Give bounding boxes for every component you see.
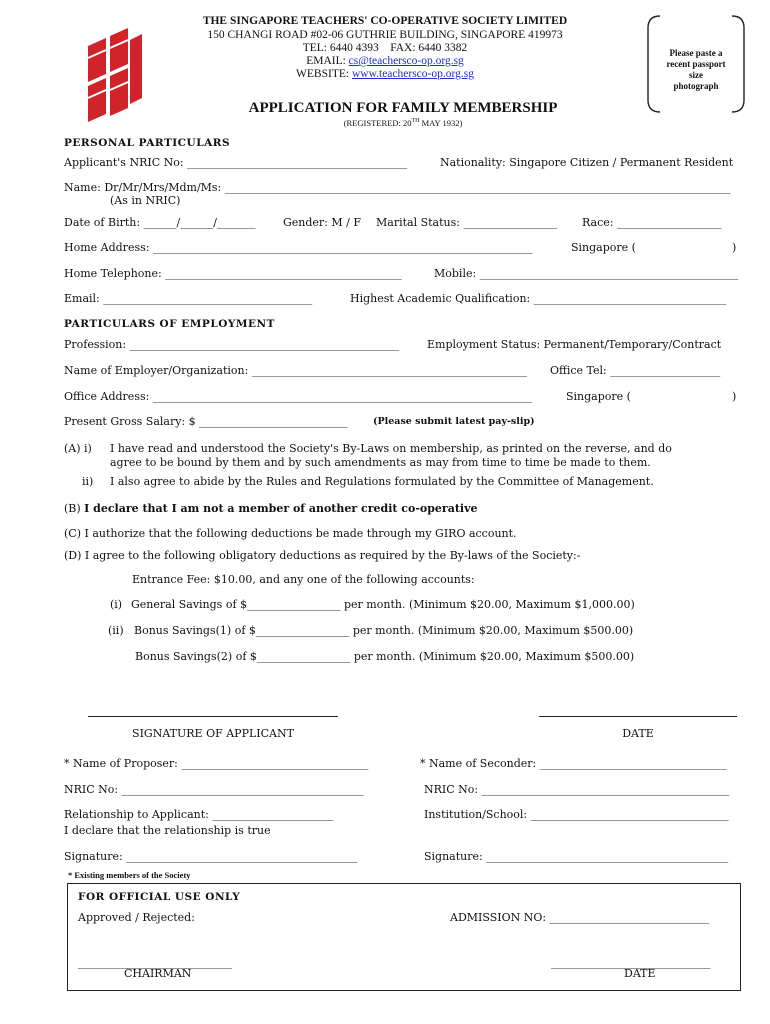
photo-line: Please paste a (669, 48, 723, 58)
registered-sup: TH (411, 118, 420, 125)
seconder-signature-field[interactable]: Signature: ____________________________________________ (424, 850, 729, 863)
office-tel-field[interactable]: Office Tel: ____________________ (550, 364, 721, 377)
clause-a-ii-text: I also agree to abide by the Rules and Regulations formulated by the Committee of Management. (110, 475, 654, 488)
org-address: 150 CHANGI ROAD #02-06 GUTHRIE BUILDING, SINGAPORE 419973 (207, 29, 563, 41)
official-date-label: DATE (624, 967, 656, 980)
coop-logo (84, 28, 144, 122)
existing-members-note: * Existing members of the Society (68, 870, 191, 880)
registered-date (150, 118, 656, 128)
mobile-field[interactable]: Mobile: _______________________________________________ (434, 267, 739, 280)
admission-no-field: ADMISSION NO: _____________________________ (450, 911, 710, 924)
official-use-heading: FOR OFFICIAL USE ONLY (78, 891, 241, 903)
clause-a-i-text: I have read and understood the Society's By-Laws on membership, as printed on the reverse, and do (110, 442, 672, 455)
employer-field[interactable]: Name of Employer/Organization: __________________________________________________ (64, 364, 527, 377)
home-address-field[interactable]: Home Address: _____________________________________________________________________ (64, 241, 533, 254)
photo-line: photograph (673, 81, 719, 91)
dob-field[interactable]: Date of Birth: ______/______/_______ (64, 216, 256, 229)
photo-line: recent passport (666, 59, 726, 69)
clause-a-i-text: agree to be bound by them and by such amendments as may from time to time be made to them. (110, 456, 651, 469)
salary-field[interactable]: Present Gross Salary: $ ___________________________ (64, 415, 348, 428)
relationship-field[interactable]: Relationship to Applicant: ______________________ (64, 808, 334, 821)
website-link[interactable]: www.teachersco-op.org.sg (351, 68, 474, 80)
office-address-field[interactable]: Office Address: _____________________________________________________________________ (64, 390, 533, 403)
org-website-line (150, 68, 620, 80)
registered-text: (REGISTERED: 20 (343, 118, 412, 128)
institution-field[interactable]: Institution/School: ____________________________________ (424, 808, 729, 821)
employment-heading: PARTICULARS OF EMPLOYMENT (64, 318, 275, 330)
marital-field[interactable]: Marital Status: _________________ (376, 216, 557, 229)
date-label: DATE (622, 727, 654, 740)
relationship-declaration: I declare that the relationship is true (64, 824, 271, 837)
nric-field[interactable]: Applicant's NRIC No: ________________________________________ (64, 156, 408, 169)
clause-c: (C) I authorize that the following deductions be made through my GIRO account. (64, 527, 517, 540)
nationality-field[interactable]: Nationality: Singapore Citizen / Permanent Resident (440, 156, 734, 169)
email-field[interactable]: Email: ______________________________________ (64, 292, 313, 305)
clause-b-text: I declare that I am not a member of another credit co-operative (84, 502, 478, 515)
as-in-nric-note: (As in NRIC) (110, 194, 181, 207)
entrance-fee: Entrance Fee: $10.00, and any one of the following accounts: (132, 573, 475, 586)
date-signature-line[interactable] (539, 716, 737, 717)
clause-b-label: (B) (64, 502, 85, 515)
home-tel-field[interactable]: Home Telephone: ___________________________________________ (64, 267, 402, 280)
form-title: APPLICATION FOR FAMILY MEMBERSHIP (248, 100, 558, 116)
race-field[interactable]: Race: ___________________ (582, 216, 722, 229)
email-link[interactable]: cs@teachersco-op.org.sg (348, 55, 464, 67)
seconder-name-field[interactable]: * Name of Seconder: __________________________________ (420, 757, 727, 770)
bonus-savings-1-field[interactable]: Bonus Savings(1) of $_________________ per month. (Minimum $20.00, Maximum $500.00) (134, 624, 634, 637)
email-label: EMAIL: (306, 55, 349, 67)
name-field[interactable]: Name: Dr/Mr/Mrs/Mdm/Ms: ____________________________________________________________________________________________ (64, 181, 731, 194)
general-savings-label: (i) (110, 598, 123, 611)
clause-a-i-label: (A) i) (64, 442, 92, 455)
proposer-signature-field[interactable]: Signature: __________________________________________ (64, 850, 358, 863)
org-email-line (150, 55, 620, 67)
proposer-nric-field[interactable]: NRIC No: ____________________________________________ (64, 783, 364, 796)
home-postal-close: ) (732, 241, 737, 254)
registered-text: MAY 1932) (419, 118, 463, 128)
official-date-line: _____________________________ (551, 956, 711, 969)
photo-instructions (646, 48, 746, 92)
bonus-savings-2-field[interactable]: Bonus Savings(2) of $_________________ per month. (Minimum $20.00, Maximum $500.00) (135, 650, 635, 663)
chairman-label: CHAIRMAN (124, 967, 192, 980)
photo-line: size (689, 70, 703, 80)
salary-note: (Please submit latest pay-slip) (373, 416, 535, 427)
qualification-field[interactable]: Highest Academic Qualification: ___________________________________ (350, 292, 727, 305)
clause-d: (D) I agree to the following obligatory deductions as required by the By-laws of the Society:- (64, 549, 581, 562)
office-postal-close: ) (732, 390, 737, 403)
website-label: WEBSITE: (296, 68, 352, 80)
office-singapore-label: Singapore ( (566, 390, 631, 403)
bonus-savings-1-label: (ii) (108, 624, 124, 637)
chairman-signature-line: ____________________________ (78, 956, 232, 969)
clause-a-ii-label: ii) (82, 475, 94, 488)
org-tel-fax: TEL: 6440 4393 FAX: 6440 3382 (302, 42, 468, 54)
clause-b (64, 502, 477, 515)
personal-heading: PERSONAL PARTICULARS (64, 137, 231, 149)
home-singapore-label: Singapore ( (571, 241, 636, 254)
employment-status-field[interactable]: Employment Status: Permanent/Temporary/Contract (427, 338, 722, 351)
profession-field[interactable]: Profession: _________________________________________________ (64, 338, 400, 351)
proposer-name-field[interactable]: * Name of Proposer: __________________________________ (64, 757, 369, 770)
applicant-signature-line[interactable] (88, 716, 338, 717)
approved-rejected: Approved / Rejected: (78, 911, 195, 924)
general-savings-field[interactable]: General Savings of $_________________ per month. (Minimum $20.00, Maximum $1,000.00) (131, 598, 635, 611)
gender-field[interactable]: Gender: M / F (283, 216, 361, 229)
seconder-nric-field[interactable]: NRIC No: _____________________________________________ (424, 783, 730, 796)
org-name: THE SINGAPORE TEACHERS' CO-OPERATIVE SOCIETY LIMITED (202, 15, 568, 27)
applicant-signature-label: SIGNATURE OF APPLICANT (132, 727, 294, 740)
